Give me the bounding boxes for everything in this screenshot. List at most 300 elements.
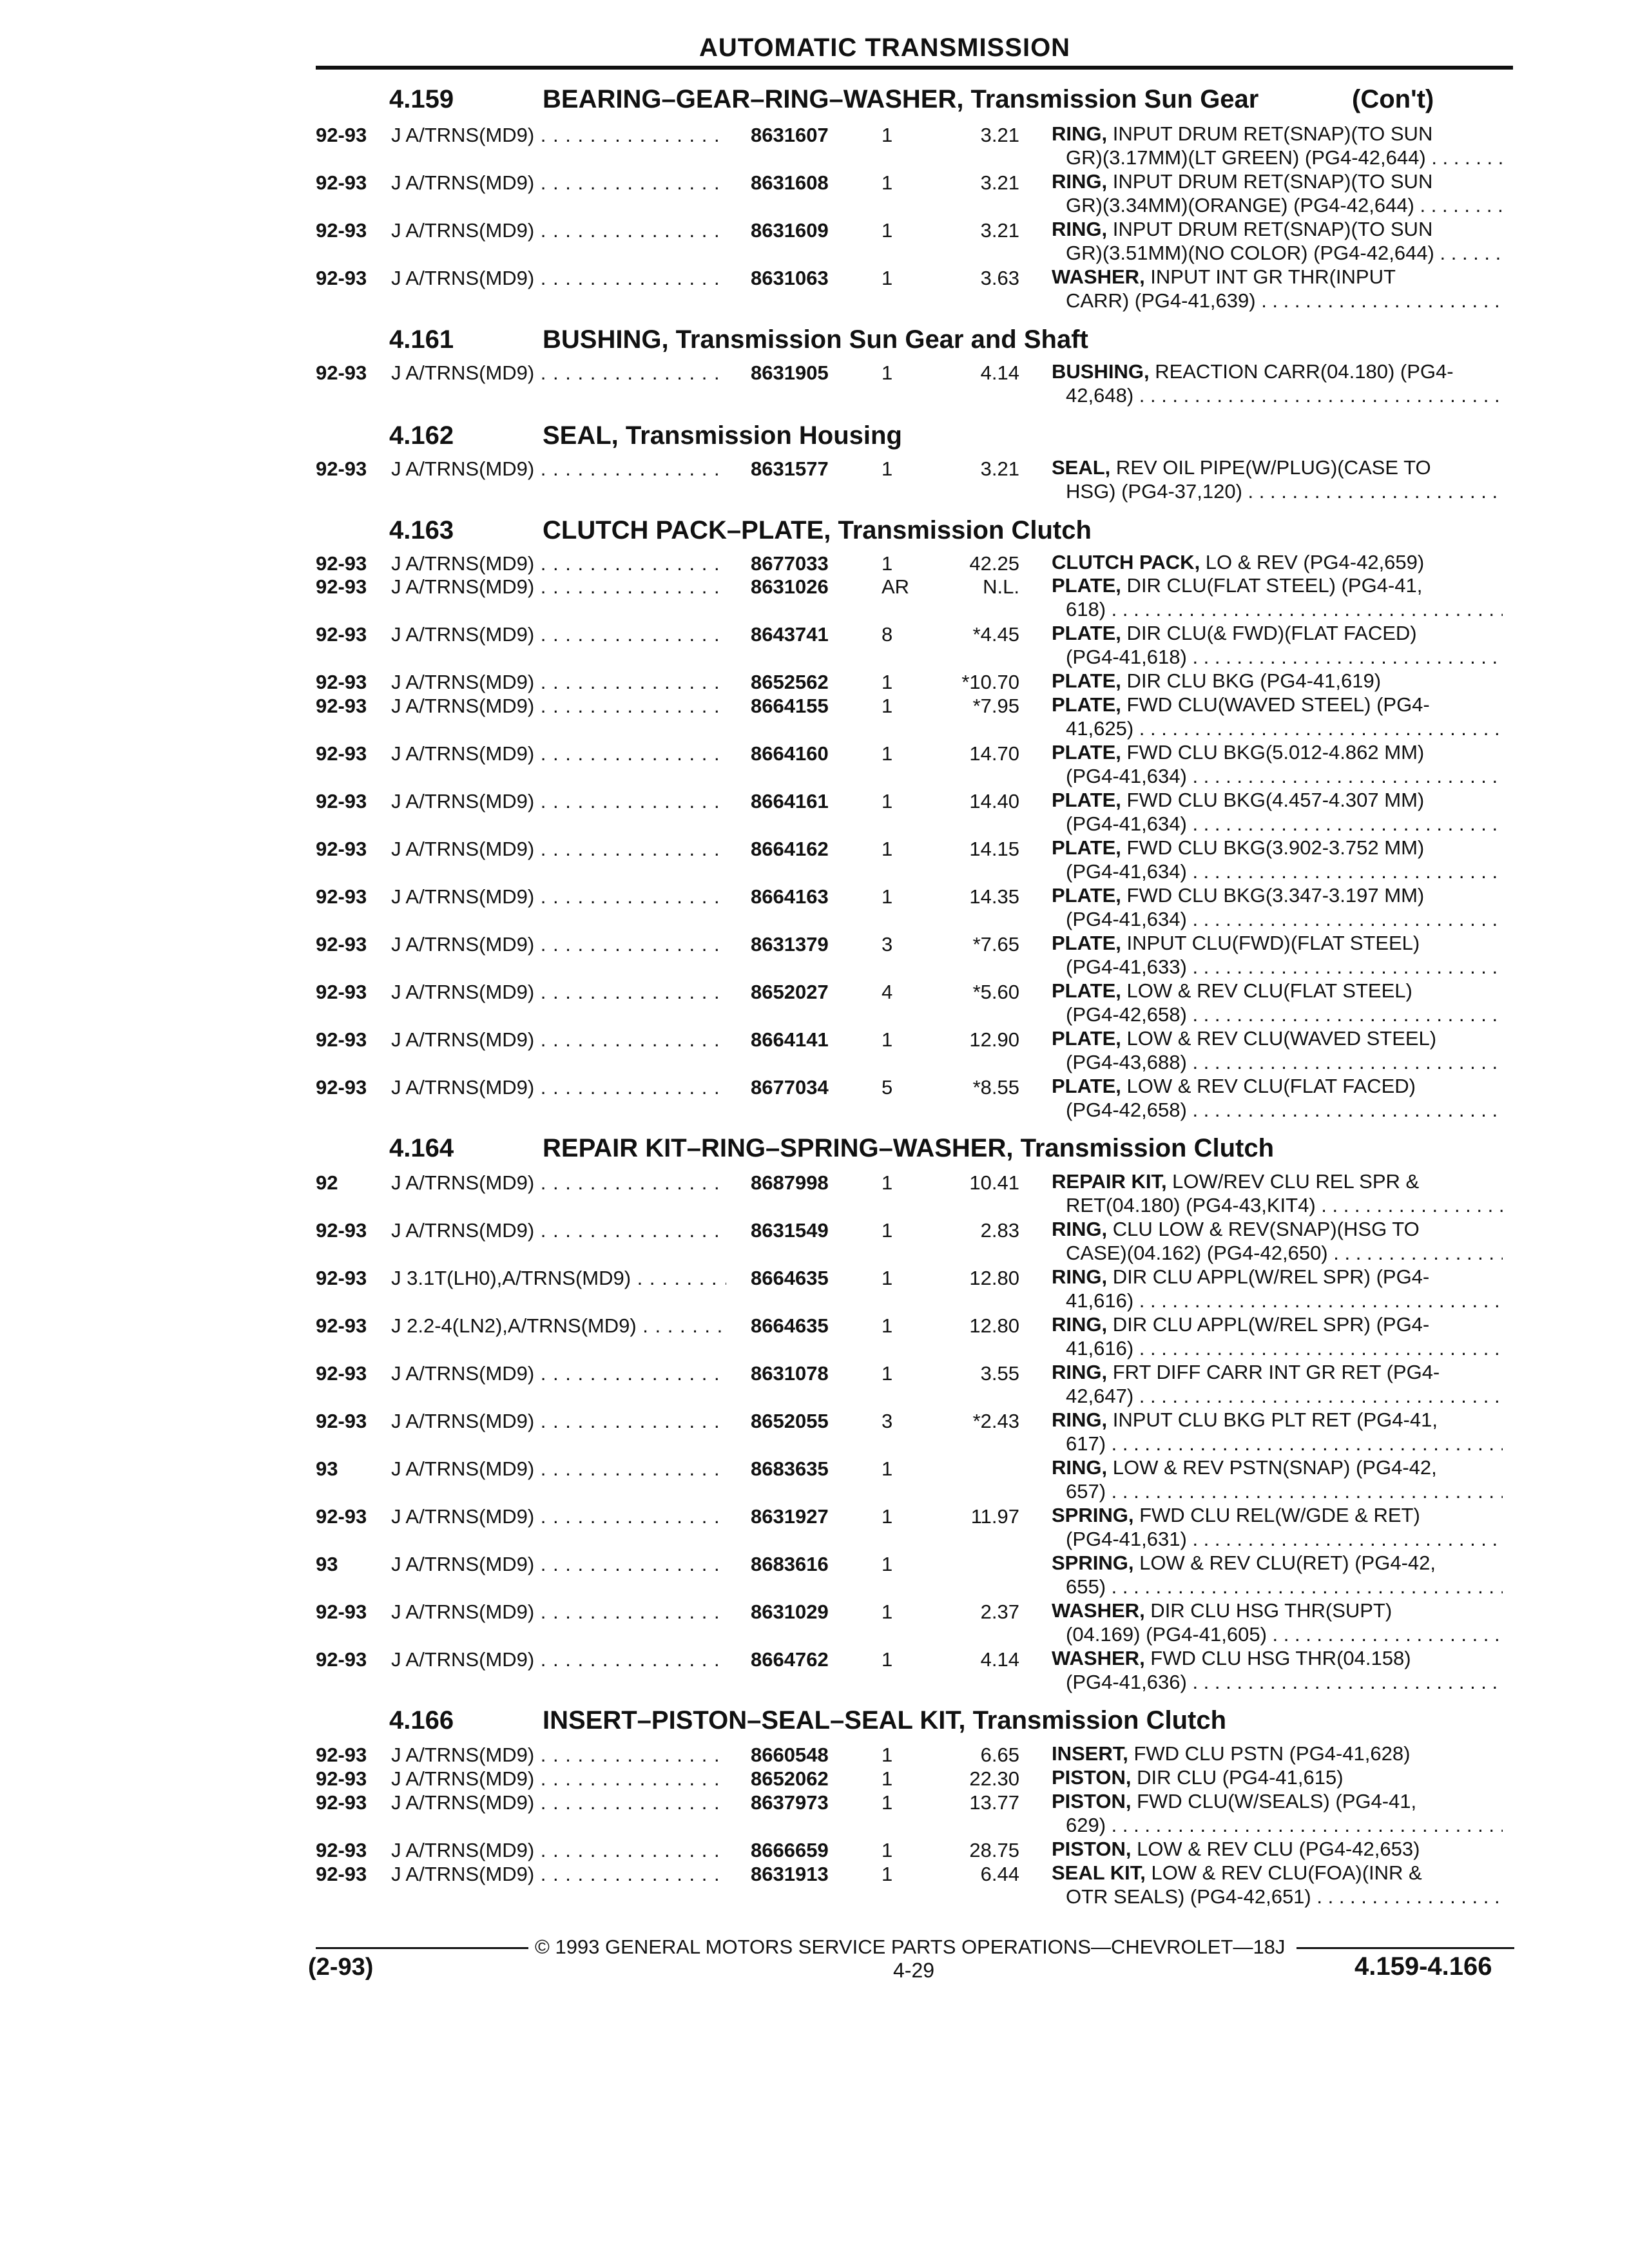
part-name bbox=[1052, 169, 1503, 217]
part-name-detail: LOW & REV CLU(WAVED STEEL) bbox=[1121, 1027, 1437, 1050]
price: 13.77 bbox=[969, 1791, 1019, 1814]
part-name-detail: FWD CLU BKG(4.457-4.307 MM) bbox=[1121, 789, 1425, 811]
part-number: 8664141 bbox=[751, 1028, 829, 1051]
quantity: 1 bbox=[882, 1863, 893, 1885]
application-desc: J A/TRNS(MD9) . . . bbox=[391, 1076, 726, 1099]
part-name-line bbox=[1052, 693, 1503, 716]
price: *4.45 bbox=[972, 623, 1019, 646]
part-name-continuation: 629) . . . bbox=[1052, 1813, 1503, 1837]
part-name-keyword: RING, bbox=[1052, 1361, 1108, 1383]
part-name-continuation: GR)(3.34MM)(ORANGE) (PG4-42,644) . . . bbox=[1052, 193, 1503, 217]
part-number: 8683635 bbox=[751, 1457, 829, 1480]
price: 10.41 bbox=[969, 1171, 1019, 1194]
part-name-continuation: (PG4-42,658) . . . bbox=[1052, 1003, 1503, 1026]
application-desc: J A/TRNS(MD9) . . . bbox=[391, 1457, 726, 1481]
part-name bbox=[1052, 1074, 1503, 1122]
part-number: 8631609 bbox=[751, 219, 829, 242]
section-title: BUSHING, Transmission Sun Gear and Shaft bbox=[543, 325, 1088, 354]
application-desc: J A/TRNS(MD9) . . . bbox=[391, 457, 726, 481]
part-number: 8631927 bbox=[751, 1505, 829, 1528]
quantity: 1 bbox=[882, 1744, 893, 1766]
part-name-keyword: PLATE, bbox=[1052, 1075, 1121, 1097]
part-name-line bbox=[1052, 1026, 1503, 1050]
model-years: 92-93 bbox=[316, 124, 367, 146]
part-name-line bbox=[1052, 1265, 1503, 1289]
application-desc: J A/TRNS(MD9) . . . bbox=[391, 171, 726, 195]
part-name-keyword: BUSHING, bbox=[1052, 360, 1150, 383]
part-name-line bbox=[1052, 1551, 1503, 1575]
model-years: 92-93 bbox=[316, 1362, 367, 1385]
price: 14.35 bbox=[969, 885, 1019, 908]
part-name-keyword: RING, bbox=[1052, 1218, 1108, 1240]
part-name-continuation: (PG4-43,688) . . . bbox=[1052, 1050, 1503, 1074]
part-name-continuation: CARR) (PG4-41,639) . . . bbox=[1052, 289, 1503, 312]
application-desc: J A/TRNS(MD9) . . . bbox=[391, 838, 726, 861]
part-name-continuation: 41,616) . . . bbox=[1052, 1289, 1503, 1312]
quantity: 1 bbox=[882, 1362, 893, 1385]
application-desc: J A/TRNS(MD9) . . . bbox=[391, 361, 726, 385]
part-number: 8631913 bbox=[751, 1863, 829, 1885]
part-name-line bbox=[1052, 931, 1503, 955]
part-name-keyword: RING, bbox=[1052, 170, 1108, 193]
part-name-line bbox=[1052, 169, 1503, 193]
part-name-continuation: (PG4-41,631) . . . bbox=[1052, 1527, 1503, 1551]
part-name-keyword: RING, bbox=[1052, 122, 1108, 145]
part-name-detail: CLU LOW & REV(SNAP)(HSG TO bbox=[1107, 1218, 1420, 1240]
part-name-detail: FWD CLU HSG THR(04.158) bbox=[1144, 1647, 1411, 1669]
model-years: 92-93 bbox=[316, 742, 367, 765]
part-name-detail: FWD CLU BKG(3.902-3.752 MM) bbox=[1121, 836, 1425, 859]
part-name-detail: INPUT DRUM RET(SNAP)(TO SUN bbox=[1107, 218, 1433, 240]
application-desc: J A/TRNS(MD9) . . . bbox=[391, 623, 726, 646]
application-desc: J A/TRNS(MD9) . . . bbox=[391, 1553, 726, 1576]
model-years: 93 bbox=[316, 1553, 338, 1575]
part-name-keyword: RING, bbox=[1052, 1313, 1108, 1336]
part-name-keyword: PLATE, bbox=[1052, 979, 1121, 1002]
part-name-detail: LOW & REV CLU(FLAT FACED) bbox=[1121, 1075, 1416, 1097]
part-name bbox=[1052, 265, 1503, 312]
part-name bbox=[1052, 693, 1503, 740]
price: 3.63 bbox=[980, 267, 1019, 289]
part-name bbox=[1052, 217, 1503, 265]
quantity: 1 bbox=[882, 219, 893, 242]
model-years: 92-93 bbox=[316, 1767, 367, 1790]
quantity: 4 bbox=[882, 981, 893, 1003]
part-number: 8637973 bbox=[751, 1791, 829, 1814]
quantity: 3 bbox=[882, 933, 893, 956]
part-name-keyword: PISTON, bbox=[1052, 1766, 1132, 1789]
part-name-detail: INPUT CLU(FWD)(FLAT STEEL) bbox=[1121, 932, 1420, 954]
part-number: 8631607 bbox=[751, 124, 829, 146]
part-name-continuation: (04.169) (PG4-41,605) . . . bbox=[1052, 1622, 1503, 1646]
part-name-keyword: RING, bbox=[1052, 1265, 1108, 1288]
part-number: 8664163 bbox=[751, 885, 829, 908]
part-name-line bbox=[1052, 1503, 1503, 1527]
application-desc: J A/TRNS(MD9) . . . bbox=[391, 695, 726, 718]
part-number: 8664635 bbox=[751, 1267, 829, 1289]
part-number: 8687998 bbox=[751, 1171, 829, 1194]
model-years: 92-93 bbox=[316, 1648, 367, 1671]
section-title: INSERT–PISTON–SEAL–SEAL KIT, Transmission Clutch bbox=[543, 1706, 1226, 1735]
footer-rule-right bbox=[1296, 1947, 1514, 1949]
section-number: 4.161 bbox=[389, 325, 454, 354]
part-name-keyword: RING, bbox=[1052, 1456, 1108, 1479]
quantity: 1 bbox=[882, 361, 893, 384]
page-header-title: AUTOMATIC TRANSMISSION bbox=[699, 34, 1071, 62]
part-name bbox=[1052, 883, 1503, 931]
price: 28.75 bbox=[969, 1839, 1019, 1861]
part-name-line bbox=[1052, 1217, 1503, 1241]
model-years: 92-93 bbox=[316, 885, 367, 908]
application-desc: J A/TRNS(MD9) . . . bbox=[391, 1767, 726, 1791]
part-name bbox=[1052, 1456, 1503, 1503]
part-name-detail: LOW & REV CLU(FLAT STEEL) bbox=[1121, 979, 1412, 1002]
application-desc: J A/TRNS(MD9) . . . bbox=[391, 981, 726, 1004]
part-name bbox=[1052, 1312, 1503, 1360]
part-name-continuation: (PG4-42,658) . . . bbox=[1052, 1098, 1503, 1122]
part-name-keyword: SEAL, bbox=[1052, 456, 1111, 479]
model-years: 92-93 bbox=[316, 1028, 367, 1051]
part-name-detail: REACTION CARR(04.180) (PG4- bbox=[1149, 360, 1454, 383]
application-desc: J A/TRNS(MD9) . . . bbox=[391, 1028, 726, 1052]
part-name bbox=[1052, 1551, 1503, 1599]
model-years: 92-93 bbox=[316, 790, 367, 812]
part-name-keyword: PLATE, bbox=[1052, 574, 1121, 597]
footer-revision-date: (2-93) bbox=[308, 1954, 374, 1981]
part-name-continuation: 41,625) . . . bbox=[1052, 716, 1503, 740]
part-number: 8652062 bbox=[751, 1767, 829, 1790]
part-number: 8652055 bbox=[751, 1410, 829, 1432]
part-name bbox=[1052, 1861, 1503, 1908]
part-name bbox=[1052, 979, 1503, 1026]
section-continued-label: (Con't) bbox=[1352, 85, 1434, 113]
part-name-keyword: WASHER, bbox=[1052, 1599, 1145, 1622]
model-years: 92-93 bbox=[316, 457, 367, 480]
footer-page-number: 4-29 bbox=[893, 1959, 935, 1982]
part-name bbox=[1052, 456, 1503, 503]
part-name bbox=[1052, 573, 1503, 621]
model-years: 92-93 bbox=[316, 1744, 367, 1766]
part-name-continuation: CASE)(04.162) (PG4-42,650) . . . bbox=[1052, 1241, 1503, 1265]
part-name-continuation: (PG4-41,634) . . . bbox=[1052, 812, 1503, 836]
model-years: 92-93 bbox=[316, 361, 367, 384]
part-name-continuation: RET(04.180) (PG4-43,KIT4) . . . bbox=[1052, 1193, 1503, 1217]
model-years: 92-93 bbox=[316, 1410, 367, 1432]
application-desc: J A/TRNS(MD9) . . . bbox=[391, 267, 726, 290]
part-name-keyword: RING, bbox=[1052, 218, 1108, 240]
part-number: 8631608 bbox=[751, 171, 829, 194]
part-name-detail: INPUT INT GR THR(INPUT bbox=[1144, 265, 1396, 288]
price: 3.21 bbox=[980, 171, 1019, 194]
price: N.L. bbox=[983, 575, 1019, 598]
part-name-line bbox=[1052, 1312, 1503, 1336]
model-years: 92-93 bbox=[316, 1839, 367, 1861]
price: 22.30 bbox=[969, 1767, 1019, 1790]
part-name-continuation: GR)(3.51MM)(NO COLOR) (PG4-42,644) . . . bbox=[1052, 241, 1503, 265]
quantity: 1 bbox=[882, 1505, 893, 1528]
model-years: 92-93 bbox=[316, 695, 367, 717]
part-name-keyword: PLATE, bbox=[1052, 741, 1121, 764]
part-name-detail: INPUT DRUM RET(SNAP)(TO SUN bbox=[1107, 122, 1433, 145]
part-name-detail: DIR CLU HSG THR(SUPT) bbox=[1144, 1599, 1393, 1622]
part-name-continuation: (PG4-41,636) . . . bbox=[1052, 1670, 1503, 1694]
quantity: AR bbox=[882, 575, 910, 598]
quantity: 1 bbox=[882, 267, 893, 289]
part-name-continuation: (PG4-41,634) . . . bbox=[1052, 860, 1503, 883]
quantity: 5 bbox=[882, 1076, 893, 1099]
part-name-continuation: 657) . . . bbox=[1052, 1479, 1503, 1503]
model-years: 92-93 bbox=[316, 1076, 367, 1099]
part-name-keyword: SEAL KIT, bbox=[1052, 1861, 1146, 1884]
price: 12.80 bbox=[969, 1267, 1019, 1289]
price: 2.37 bbox=[980, 1600, 1019, 1623]
part-name-detail: LOW & REV PSTN(SNAP) (PG4-42, bbox=[1107, 1456, 1437, 1479]
part-number: 8664762 bbox=[751, 1648, 829, 1671]
price: 3.21 bbox=[980, 219, 1019, 242]
part-number: 8631063 bbox=[751, 267, 829, 289]
price: 3.55 bbox=[980, 1362, 1019, 1385]
footer-section-range: 4.159-4.166 bbox=[1354, 1952, 1492, 1981]
part-name-detail: DIR CLU APPL(W/REL SPR) (PG4- bbox=[1107, 1265, 1430, 1288]
part-number: 8631078 bbox=[751, 1362, 829, 1385]
part-name-continuation: GR)(3.17MM)(LT GREEN) (PG4-42,644) . . . bbox=[1052, 146, 1503, 169]
section-number: 4.163 bbox=[389, 516, 454, 544]
part-name-detail: FWD CLU PSTN (PG4-41,628) bbox=[1128, 1742, 1411, 1765]
part-name bbox=[1052, 1599, 1503, 1646]
part-name-keyword: PISTON, bbox=[1052, 1838, 1132, 1860]
part-name-detail: DIR CLU APPL(W/REL SPR) (PG4- bbox=[1107, 1313, 1430, 1336]
application-desc: J A/TRNS(MD9) . . . bbox=[391, 1410, 726, 1433]
part-name-line bbox=[1052, 1408, 1503, 1432]
part-number: 8664162 bbox=[751, 838, 829, 860]
part-name-keyword: WASHER, bbox=[1052, 265, 1145, 288]
part-name-line bbox=[1052, 456, 1503, 479]
part-name-line bbox=[1052, 621, 1503, 645]
part-name bbox=[1052, 1837, 1503, 1861]
quantity: 1 bbox=[882, 1219, 893, 1242]
model-years: 93 bbox=[316, 1457, 338, 1480]
part-name bbox=[1052, 836, 1503, 883]
part-name-continuation: 617) . . . bbox=[1052, 1432, 1503, 1456]
price: *10.70 bbox=[961, 671, 1019, 693]
model-years: 92-93 bbox=[316, 1267, 367, 1289]
part-name-keyword: RING, bbox=[1052, 1408, 1108, 1431]
model-years: 92-93 bbox=[316, 1219, 367, 1242]
price: 4.14 bbox=[980, 361, 1019, 384]
application-desc: J A/TRNS(MD9) . . . bbox=[391, 1505, 726, 1528]
part-number: 8664161 bbox=[751, 790, 829, 812]
part-number: 8664160 bbox=[751, 742, 829, 765]
part-name bbox=[1052, 1265, 1503, 1312]
part-name-keyword: CLUTCH PACK, bbox=[1052, 551, 1200, 573]
part-name-line bbox=[1052, 1074, 1503, 1098]
section-title: CLUTCH PACK–PLATE, Transmission Clutch bbox=[543, 516, 1092, 544]
price: *7.95 bbox=[972, 695, 1019, 717]
quantity: 1 bbox=[882, 1171, 893, 1194]
part-name bbox=[1052, 740, 1503, 788]
quantity: 1 bbox=[882, 885, 893, 908]
application-desc: J A/TRNS(MD9) . . . bbox=[391, 742, 726, 765]
part-name bbox=[1052, 931, 1503, 979]
part-name-continuation: OTR SEALS) (PG4-42,651) . . . bbox=[1052, 1885, 1503, 1908]
part-name bbox=[1052, 1742, 1503, 1765]
part-name-detail: LOW & REV CLU (PG4-42,653) bbox=[1131, 1838, 1420, 1860]
section-title: SEAL, Transmission Housing bbox=[543, 421, 902, 450]
part-name-line bbox=[1052, 1742, 1503, 1765]
price: *7.65 bbox=[972, 933, 1019, 956]
part-name-line bbox=[1052, 979, 1503, 1003]
part-name-continuation: 42,648) . . . bbox=[1052, 383, 1503, 407]
part-name-keyword: SPRING, bbox=[1052, 1552, 1134, 1574]
footer-rule-left bbox=[316, 1947, 528, 1949]
part-number: 8631029 bbox=[751, 1600, 829, 1623]
quantity: 3 bbox=[882, 1410, 893, 1432]
model-years: 92-93 bbox=[316, 933, 367, 956]
section-title: BEARING–GEAR–RING–WASHER, Transmission Sun Gear bbox=[543, 85, 1259, 113]
part-name-line bbox=[1052, 550, 1503, 574]
part-name-detail: FWD CLU BKG(3.347-3.197 MM) bbox=[1121, 884, 1425, 907]
part-name-continuation: 618) . . . bbox=[1052, 597, 1503, 621]
part-name-line bbox=[1052, 1861, 1503, 1885]
model-years: 92-93 bbox=[316, 623, 367, 646]
part-name-line bbox=[1052, 740, 1503, 764]
part-name-detail: FWD CLU BKG(5.012-4.862 MM) bbox=[1121, 741, 1425, 764]
part-name-detail: FRT DIFF CARR INT GR RET (PG4- bbox=[1107, 1361, 1440, 1383]
part-name-line bbox=[1052, 669, 1503, 693]
part-name-line bbox=[1052, 122, 1503, 146]
application-desc: J A/TRNS(MD9) . . . bbox=[391, 1219, 726, 1242]
price: 12.80 bbox=[969, 1314, 1019, 1337]
quantity: 1 bbox=[882, 1648, 893, 1671]
part-name-detail: LOW & REV CLU(RET) (PG4-42, bbox=[1133, 1552, 1436, 1574]
model-years: 92-93 bbox=[316, 1314, 367, 1337]
part-name-continuation: 655) . . . bbox=[1052, 1575, 1503, 1599]
application-desc: J A/TRNS(MD9) . . . bbox=[391, 575, 726, 599]
footer-copyright: © 1993 GENERAL MOTORS SERVICE PARTS OPERATIONS—CHEVROLET—18J bbox=[535, 1936, 1286, 1958]
price: 3.21 bbox=[980, 457, 1019, 480]
price: 6.65 bbox=[980, 1744, 1019, 1766]
model-years: 92-93 bbox=[316, 1505, 367, 1528]
part-name-continuation: (PG4-41,618) . . . bbox=[1052, 645, 1503, 669]
part-number: 8664635 bbox=[751, 1314, 829, 1337]
price: *2.43 bbox=[972, 1410, 1019, 1432]
part-name-line bbox=[1052, 836, 1503, 860]
model-years: 92-93 bbox=[316, 552, 367, 575]
application-desc: J A/TRNS(MD9) . . . bbox=[391, 1863, 726, 1886]
part-name-detail: DIR CLU(FLAT STEEL) (PG4-41, bbox=[1121, 574, 1423, 597]
part-number: 8660548 bbox=[751, 1744, 829, 1766]
part-name-detail: INPUT CLU BKG PLT RET (PG4-41, bbox=[1107, 1408, 1438, 1431]
part-name-keyword: PLATE, bbox=[1052, 789, 1121, 811]
quantity: 1 bbox=[882, 838, 893, 860]
part-number: 8677034 bbox=[751, 1076, 829, 1099]
part-name bbox=[1052, 122, 1503, 169]
part-name-keyword: PLATE, bbox=[1052, 1027, 1121, 1050]
price: 6.44 bbox=[980, 1863, 1019, 1885]
part-name-keyword: PISTON, bbox=[1052, 1790, 1132, 1812]
quantity: 1 bbox=[882, 1457, 893, 1480]
part-name-detail: LO & REV (PG4-42,659) bbox=[1200, 551, 1425, 573]
part-name-detail: FWD CLU REL(W/GDE & RET) bbox=[1133, 1504, 1420, 1526]
part-name bbox=[1052, 1646, 1503, 1694]
part-name-detail: FWD CLU(W/SEALS) (PG4-41, bbox=[1131, 1790, 1417, 1812]
model-years: 92 bbox=[316, 1171, 338, 1194]
quantity: 1 bbox=[882, 552, 893, 575]
application-desc: J A/TRNS(MD9) . . . bbox=[391, 885, 726, 908]
price: *8.55 bbox=[972, 1076, 1019, 1099]
model-years: 92-93 bbox=[316, 1600, 367, 1623]
part-name-line bbox=[1052, 1789, 1503, 1813]
model-years: 92-93 bbox=[316, 838, 367, 860]
part-name-detail: LOW & REV CLU(FOA)(INR & bbox=[1145, 1861, 1422, 1884]
part-name-detail: FWD CLU(WAVED STEEL) (PG4- bbox=[1121, 693, 1430, 716]
model-years: 92-93 bbox=[316, 219, 367, 242]
part-name-keyword: PLATE, bbox=[1052, 884, 1121, 907]
part-number: 8664155 bbox=[751, 695, 829, 717]
price: 14.15 bbox=[969, 838, 1019, 860]
part-name-continuation: 41,616) . . . bbox=[1052, 1336, 1503, 1360]
part-name-line bbox=[1052, 1169, 1503, 1193]
part-name-detail: DIR CLU BKG (PG4-41,619) bbox=[1121, 669, 1382, 692]
part-name-line bbox=[1052, 1599, 1503, 1622]
part-name bbox=[1052, 550, 1503, 574]
part-number: 8631379 bbox=[751, 933, 829, 956]
price: 2.83 bbox=[980, 1219, 1019, 1242]
part-name-line bbox=[1052, 1765, 1503, 1789]
part-name bbox=[1052, 621, 1503, 669]
price: 42.25 bbox=[969, 552, 1019, 575]
application-desc: J A/TRNS(MD9) . . . bbox=[391, 1648, 726, 1671]
model-years: 92-93 bbox=[316, 1791, 367, 1814]
part-name bbox=[1052, 1408, 1503, 1456]
application-desc: J A/TRNS(MD9) . . . bbox=[391, 1600, 726, 1624]
part-name-continuation: 42,647) . . . bbox=[1052, 1384, 1503, 1408]
part-name-line bbox=[1052, 883, 1503, 907]
model-years: 92-93 bbox=[316, 267, 367, 289]
price: 11.97 bbox=[970, 1505, 1019, 1528]
application-desc: J A/TRNS(MD9) . . . bbox=[391, 1839, 726, 1862]
application-desc: J A/TRNS(MD9) . . . bbox=[391, 552, 726, 575]
quantity: 1 bbox=[882, 1839, 893, 1861]
part-number: 8631577 bbox=[751, 457, 829, 480]
part-name-detail: DIR CLU (PG4-41,615) bbox=[1131, 1766, 1344, 1789]
quantity: 1 bbox=[882, 790, 893, 812]
price: 4.14 bbox=[980, 1648, 1019, 1671]
application-desc: J A/TRNS(MD9) . . . bbox=[391, 1791, 726, 1814]
application-desc: J A/TRNS(MD9) . . . bbox=[391, 124, 726, 147]
part-number: 8652562 bbox=[751, 671, 829, 693]
model-years: 92-93 bbox=[316, 171, 367, 194]
part-name-keyword: REPAIR KIT, bbox=[1052, 1170, 1167, 1193]
part-name-keyword: PLATE, bbox=[1052, 836, 1121, 859]
part-name-line bbox=[1052, 1360, 1503, 1384]
part-name bbox=[1052, 1169, 1503, 1217]
section-title: REPAIR KIT–RING–SPRING–WASHER, Transmission Clutch bbox=[543, 1134, 1275, 1162]
price: 14.40 bbox=[969, 790, 1019, 812]
quantity: 1 bbox=[882, 171, 893, 194]
part-name-line bbox=[1052, 573, 1503, 597]
part-number: 8643741 bbox=[751, 623, 829, 646]
quantity: 1 bbox=[882, 1791, 893, 1814]
part-number: 8631905 bbox=[751, 361, 829, 384]
model-years: 92-93 bbox=[316, 1863, 367, 1885]
part-name bbox=[1052, 360, 1503, 407]
part-name-keyword: INSERT, bbox=[1052, 1742, 1128, 1765]
part-name-keyword: PLATE, bbox=[1052, 669, 1121, 692]
section-number: 4.159 bbox=[389, 85, 454, 113]
part-name-keyword: SPRING, bbox=[1052, 1504, 1134, 1526]
model-years: 92-93 bbox=[316, 981, 367, 1003]
